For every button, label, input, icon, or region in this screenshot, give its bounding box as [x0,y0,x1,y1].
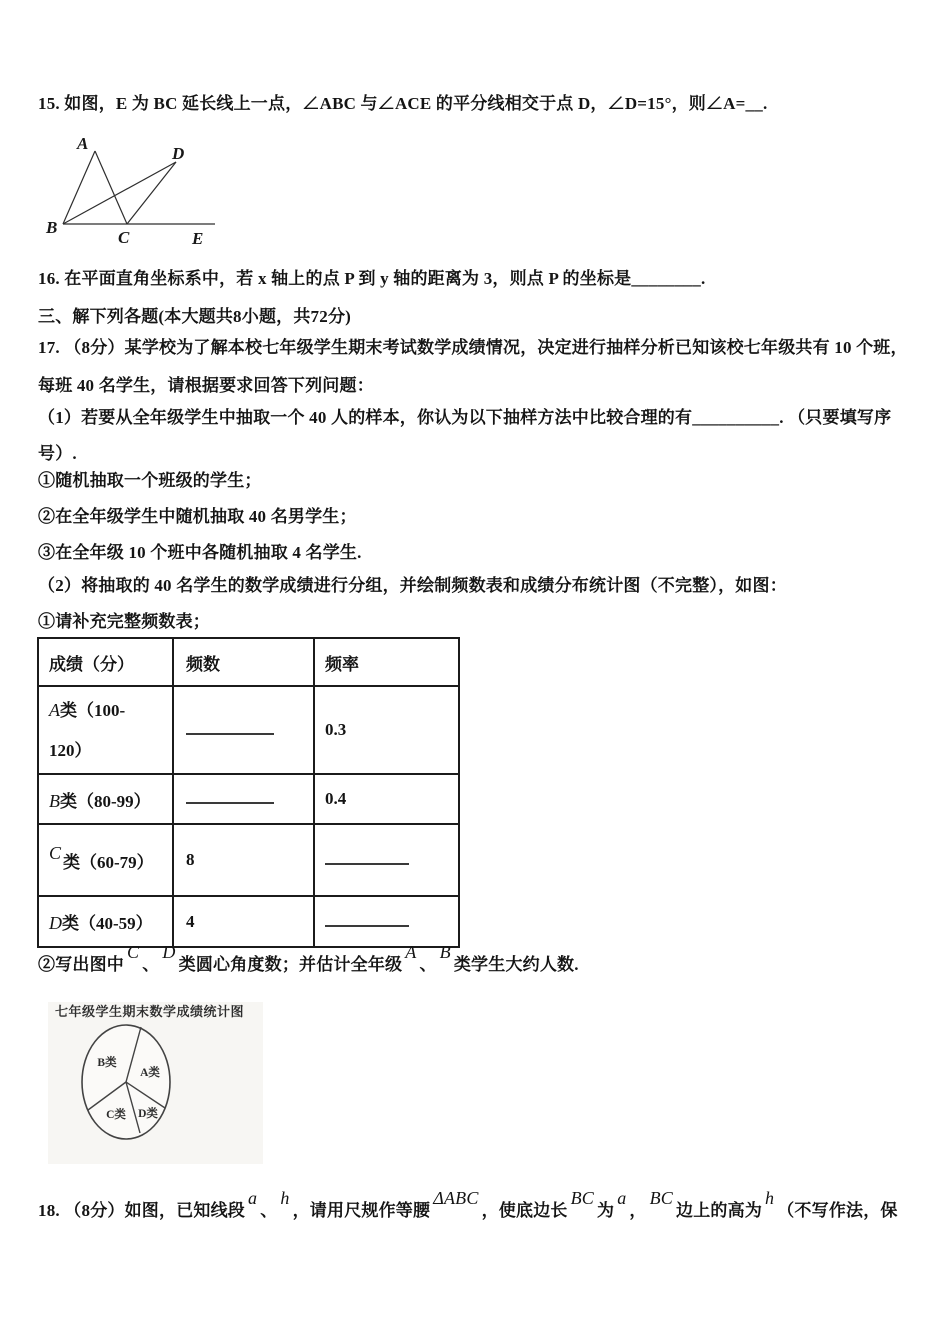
row-A-frequency-blank-cell [173,686,314,774]
figure-label-E: E [192,229,204,248]
segment-BA [63,151,95,224]
question-17-option-3: ③在全年级 10 个班中各随机抽取 4 名学生. [38,543,362,562]
table-header-row [38,638,459,686]
sub2-separator-1: 、 [142,955,160,974]
row-C-frequency: 8 [173,824,314,896]
row-C-label [38,824,173,896]
q18-math-h1: h [280,1188,290,1208]
row-D-label-text: 类（40-59） [62,914,153,933]
figure-label-C: C [118,228,130,247]
row-D-letter: D [49,913,62,933]
question-17-line1: 17. （8分）某学校为了解本校七年级学生期末考试数学成绩情况，决定进行抽样分析已知该校七年级共有 10 个班， [38,338,908,357]
header-rate: 频率 [314,638,459,686]
q18-text-7: （不写作法，保 [777,1201,898,1220]
row-B-rate: 0.4 [314,774,459,824]
q18-text-1: 18. （8分）如图，已知线段 [38,1201,245,1220]
section-3-header: 三、解下列各题(本大题共8小题，共72分) [38,307,352,326]
header-score: 成绩（分） [38,638,173,686]
sub2-letter-D: D [162,942,176,962]
question-17-sub1: ①请补充完整频数表； [38,612,210,631]
question-15-text: 15. 如图，E 为 BC 延长线上一点，∠ABC 与∠ACE 的平分线相交于点 D，∠D=15°，则∠A=__. [38,94,768,113]
q18-math-h2: h [765,1188,775,1208]
q18-math-a2: a [617,1188,627,1208]
question-17-part1-line2: 号）. [38,444,77,463]
table-row-D [38,896,459,947]
row-C-label-text: 类（60-79） [63,852,154,872]
score-pie-chart [46,1000,276,1170]
question-16-text: 16. 在平面直角坐标系中，若 x 轴上的点 P 到 y 轴的距离为 3，则点 P 的坐标是________. [38,269,706,288]
row-B-label-text: 类（80-99） [60,791,151,811]
question-17-sub2 [38,942,579,976]
row-A-label [38,686,173,774]
table-row-B [38,774,459,824]
row-B-label [38,774,173,824]
pie-label-B: B类 [97,1057,117,1069]
pie-label-C: C类 [106,1109,126,1121]
sub2-text-2: 类圆心角度数；并估计全年级 [178,955,403,974]
question-17-option-2: ②在全年级学生中随机抽取 40 名男学生； [38,507,357,526]
row-A-letter: A [49,699,60,720]
sub2-letter-B: B [439,942,451,962]
row-B-letter: B [49,790,60,811]
q18-math-triangle-ABC: ΔABC [433,1188,479,1208]
q18-math-a1: a [248,1188,258,1208]
q18-text-2: ，请用尺规作等腰 [292,1201,431,1220]
segment-CD [127,162,176,224]
sub2-text-1: ②写出图中 [38,955,124,974]
sub2-text-3: 类学生大约人数. [453,955,579,974]
header-frequency: 频数 [173,638,314,686]
row-C-rate-blank [325,859,409,865]
q18-text-4: 为 [597,1201,615,1220]
table-row-C [38,824,459,896]
row-A-label-part1: 类（100- [60,700,126,720]
chart-title: 七年级学生期末数学成绩统计图 [55,1004,245,1019]
row-D-frequency: 4 [173,896,314,947]
question-17-part2: （2）将抽取的 40 名学生的数学成绩进行分组，并绘制频数表和成绩分布统计图（不完整），如图： [38,576,787,595]
row-C-rate-blank-cell [314,824,459,896]
table-row-A [38,686,459,774]
q18-text-5: ， [629,1201,647,1220]
row-A-label-part2: 120） [49,740,92,760]
row-A-rate: 0.3 [314,686,459,774]
question-17-part1-line1: （1）若要从全年级学生中抽取一个 40 人的样本，你认为以下抽样方法中比较合理的有__________. （只要填写序 [38,408,892,427]
pie-label-D: D类 [138,1108,158,1120]
row-B-frequency-blank-cell [173,774,314,824]
sub2-separator-2: 、 [419,955,437,974]
figure-label-A: A [77,134,89,153]
sub2-letter-C: C [127,942,140,962]
question-15-figure [30,122,240,257]
figure-label-B: B [46,218,58,237]
frequency-table [37,637,460,948]
row-C-letter: C [49,842,62,863]
row-B-frequency-blank [186,798,274,804]
segment-BD [63,162,176,224]
segment-AC [95,151,127,224]
figure-label-D: D [172,144,185,163]
question-17-line2: 每班 40 名学生，请根据要求回答下列问题： [38,376,374,395]
row-A-frequency-blank [186,729,274,735]
q18-text-6: 边上的高为 [676,1201,763,1220]
row-D-rate-blank-cell [314,896,459,947]
question-17-option-1: ①随机抽取一个班级的学生； [38,471,262,490]
q18-math-BC2: BC [649,1188,674,1208]
question-18-text [38,1188,898,1222]
q18-math-BC1: BC [570,1188,594,1208]
sub2-letter-A: A [405,942,417,962]
row-D-rate-blank [325,921,409,927]
q18-text-3: ，使底边长 [481,1201,568,1220]
q18-separator: 、 [260,1201,278,1220]
row-D-label [38,896,173,947]
pie-label-A: A类 [140,1067,160,1079]
